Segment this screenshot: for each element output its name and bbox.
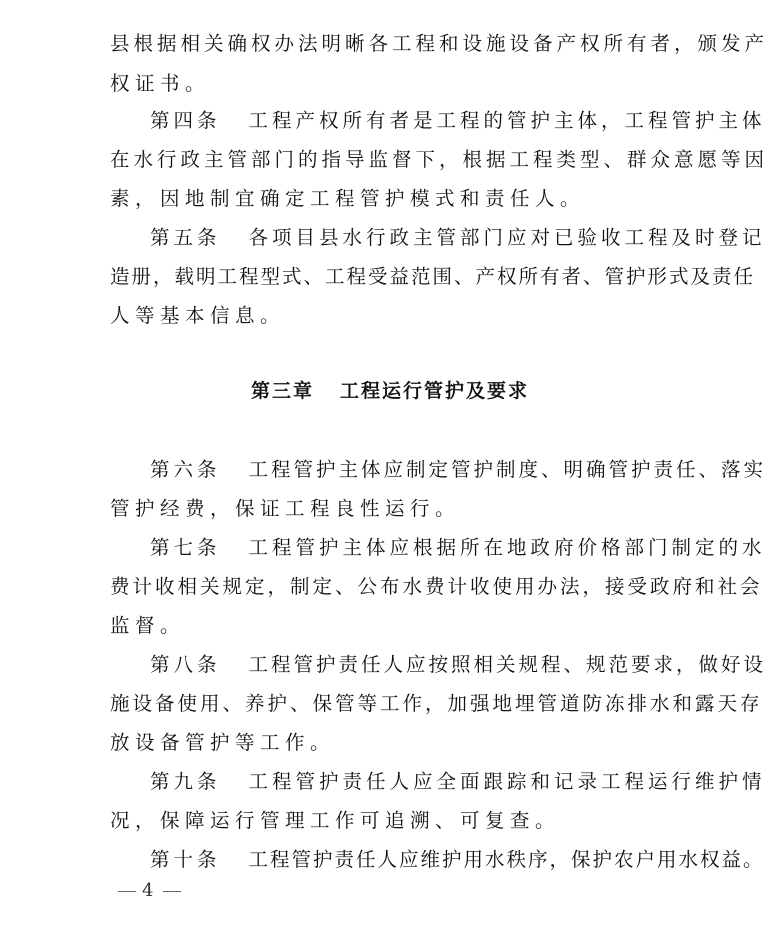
chapter-heading xyxy=(0,378,780,404)
text-line: 在水行政主管部门的指导监督下，根据工程类型、群众意愿等因 xyxy=(110,148,769,171)
article-6-first-line xyxy=(150,457,766,483)
text-line: 管护经费，保证工程良性运行。 xyxy=(110,497,461,520)
article-9-text: 工程管护责任人应全面跟踪和记录工程运行维护情 xyxy=(248,770,766,793)
article-10-text: 工程管护责任人应维护用水秩序，保护农户用水权益。 xyxy=(248,848,765,871)
article-4-text: 工程产权所有者是工程的管护主体，工程管护主体 xyxy=(248,109,766,132)
text-line: 权证书。 xyxy=(110,72,211,95)
article-4-first-line xyxy=(150,108,766,134)
text-line: 人等基本信息。 xyxy=(110,304,286,327)
article-10-label: 第十条 xyxy=(150,848,221,871)
text-line: 费计收相关规定，制定、公布水费计收使用办法，接受政府和社会 xyxy=(110,575,763,598)
text-line: 造册，载明工程型式、工程受益范围、产权所有者、管护形式及责任 xyxy=(110,265,756,288)
article-10-first-line xyxy=(150,847,765,873)
article-6-text: 工程管护主体应制定管护制度、明确管护责任、落实 xyxy=(248,458,767,481)
chapter-number: 第三章 xyxy=(250,380,314,402)
article-5-label: 第五条 xyxy=(150,226,221,249)
text-line: 素，因地制宜确定工程管护模式和责任人。 xyxy=(110,187,586,210)
text-line: 监督。 xyxy=(110,614,186,637)
text-line: 施设备使用、养护、保管等工作，加强地埋管道防冻排水和露天存 xyxy=(110,692,763,715)
article-5-first-line xyxy=(150,225,766,251)
dash-right xyxy=(163,891,181,892)
article-7-text: 工程管护主体应根据所在地政府价格部门制定的水 xyxy=(248,536,766,559)
article-9-first-line xyxy=(150,769,766,795)
article-5-text: 各项目县水行政主管部门应对已验收工程及时登记 xyxy=(248,226,766,249)
chapter-title: 工程运行管护及要求 xyxy=(340,380,530,402)
article-9-label: 第九条 xyxy=(150,770,221,793)
article-8-text: 工程管护责任人应按照相关规程、规范要求，做好设 xyxy=(248,653,767,676)
dash-left xyxy=(118,891,136,892)
text-line: 县根据相关确权办法明晰各工程和设施设备产权所有者，颁发产 xyxy=(110,32,769,55)
text-line: 放设备管护等工作。 xyxy=(110,731,336,754)
article-7-label: 第七条 xyxy=(150,536,221,559)
text-line: 况，保障运行管理工作可追溯、可复查。 xyxy=(110,809,561,832)
article-8-label: 第八条 xyxy=(150,653,221,676)
article-8-first-line xyxy=(150,652,766,678)
article-7-first-line xyxy=(150,535,766,561)
page-number-footer xyxy=(112,880,187,901)
article-4-label: 第四条 xyxy=(150,109,221,132)
article-6-label: 第六条 xyxy=(150,458,221,481)
page-number: 4 xyxy=(142,880,158,901)
